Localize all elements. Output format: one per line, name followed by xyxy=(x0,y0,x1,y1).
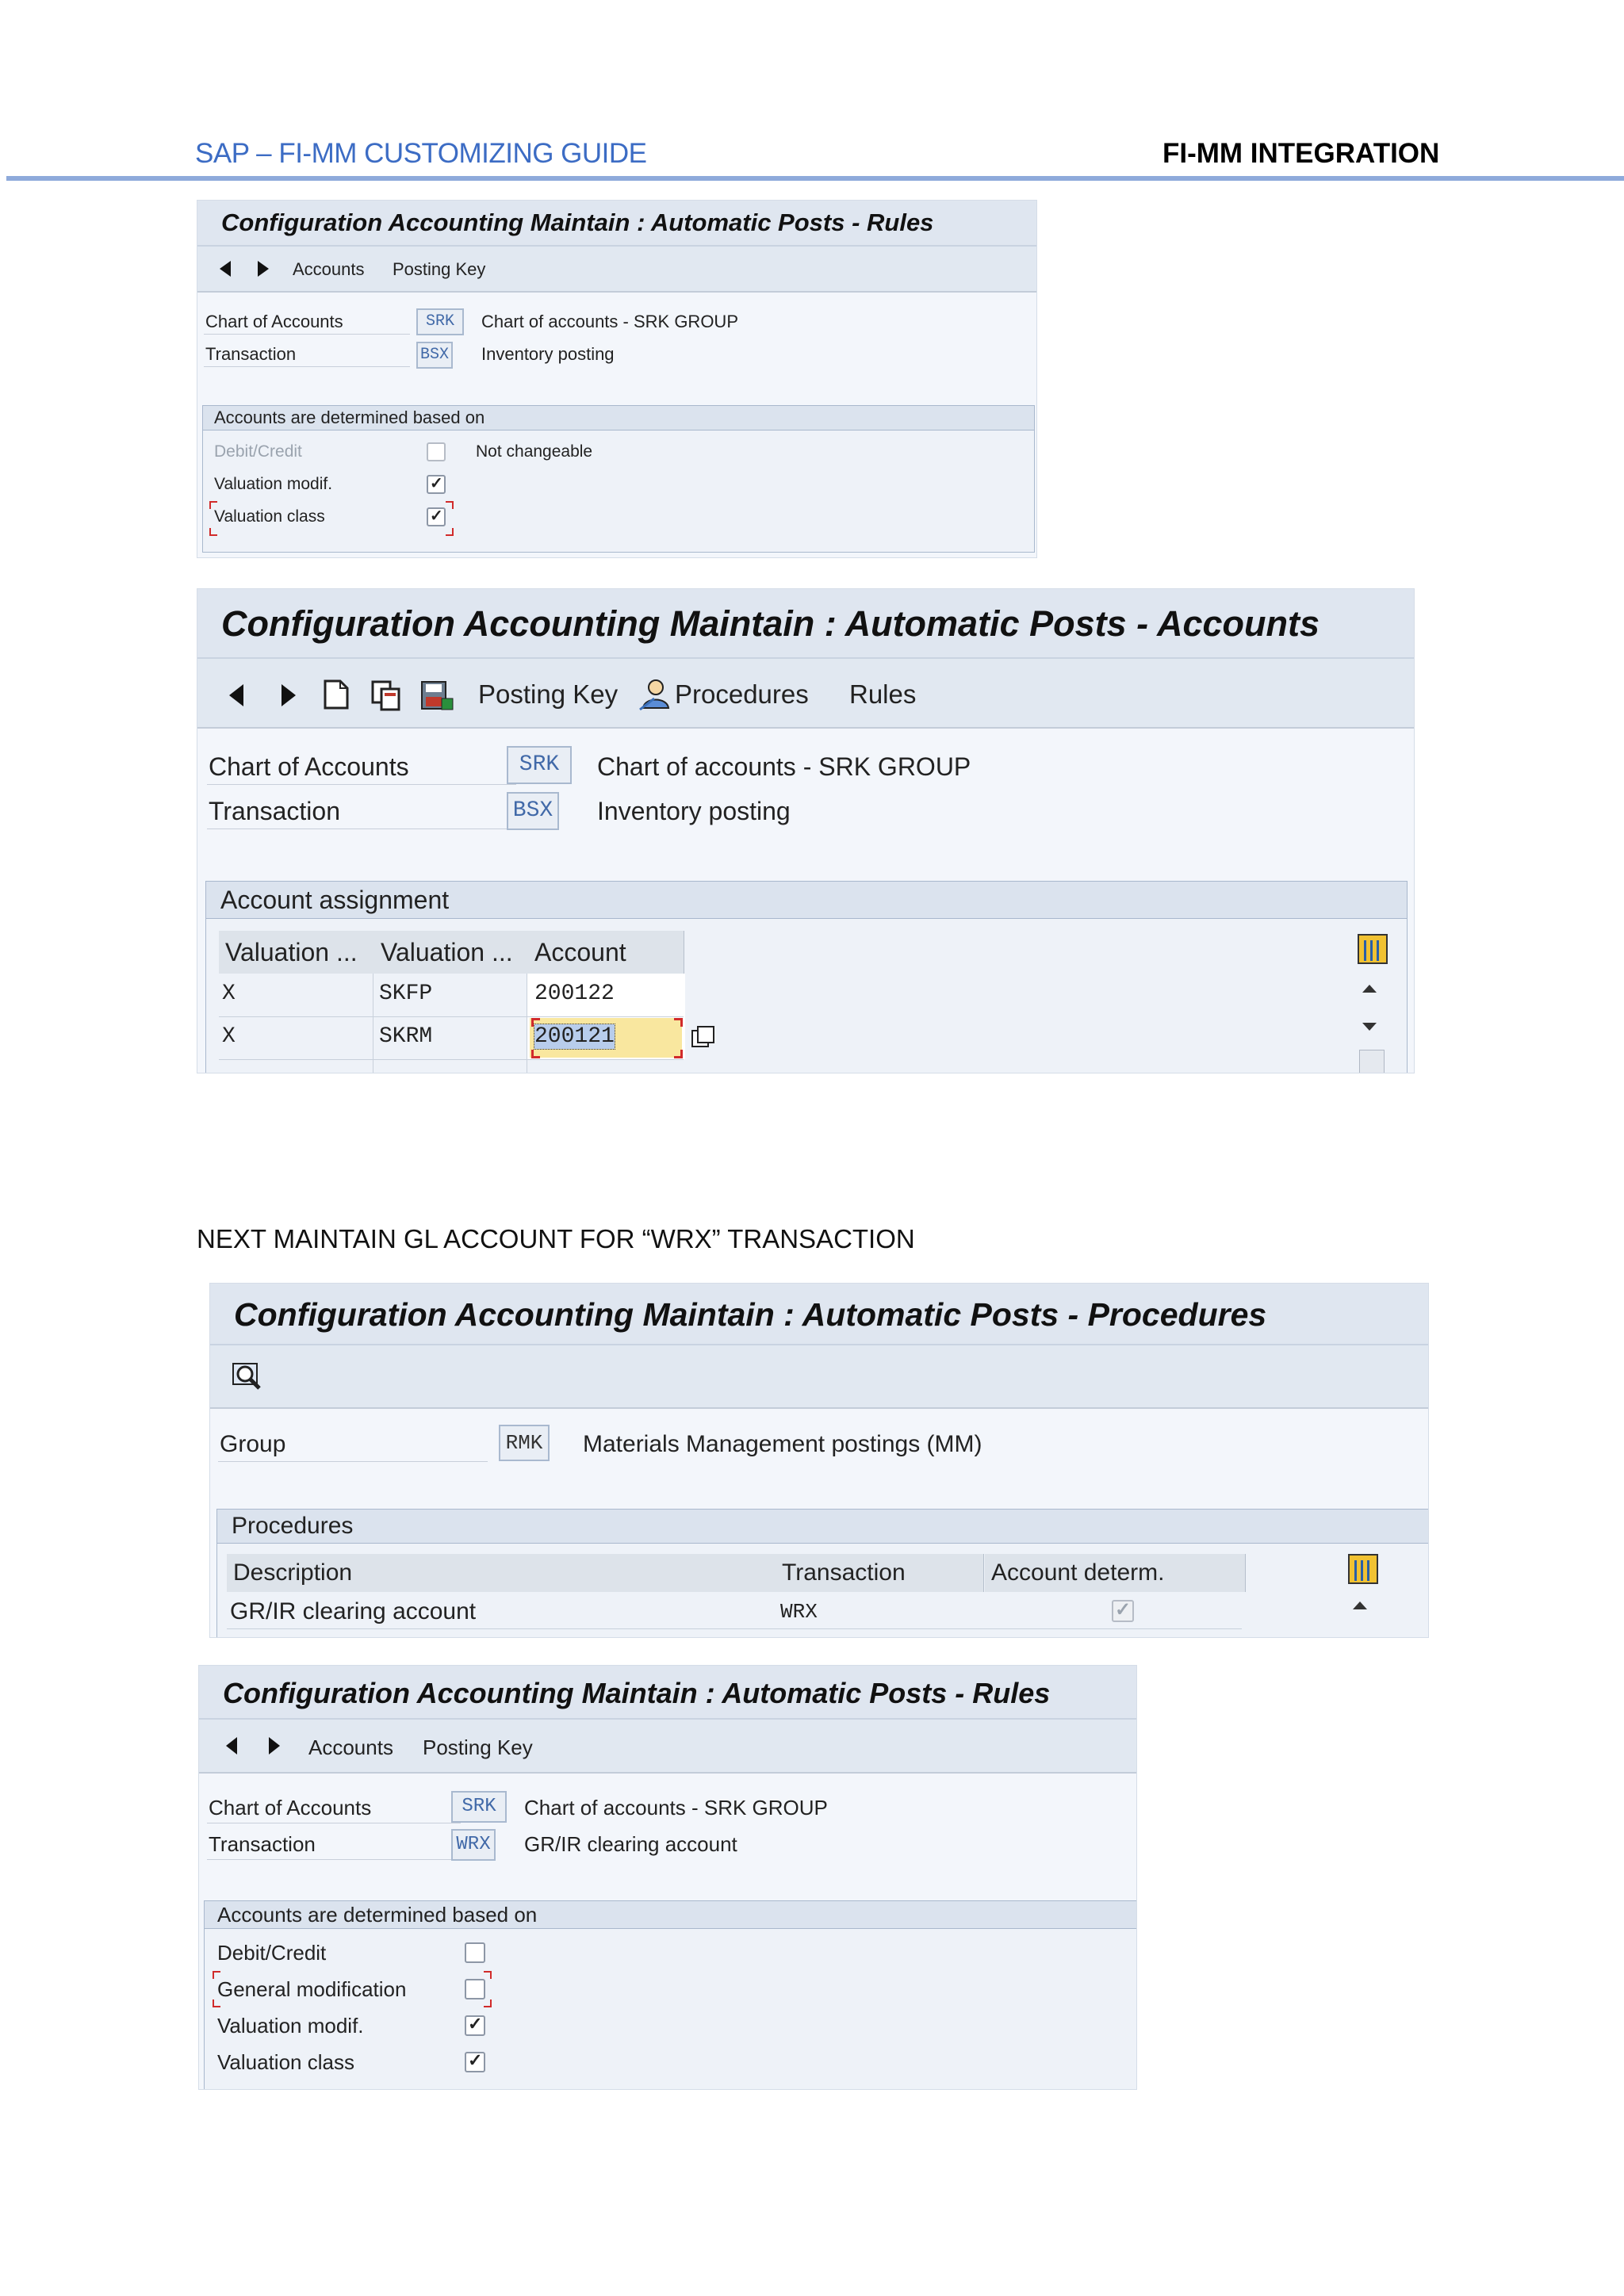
group-title: Accounts are determined based on xyxy=(205,1901,1137,1929)
table-cell[interactable]: SKRM xyxy=(379,1024,433,1049)
procedure-transaction-cell[interactable]: WRX xyxy=(780,1600,818,1624)
transaction-field[interactable]: BSX xyxy=(507,792,559,830)
group-label: Group xyxy=(220,1431,286,1457)
account-input-active[interactable]: 200121 xyxy=(534,1024,615,1049)
screen-title: Configuration Accounting Maintain : Automatic Posts - Rules xyxy=(223,1677,1051,1709)
table-cell[interactable]: SKFP xyxy=(379,982,433,1006)
valuation-modif-label: Valuation modif. xyxy=(214,475,333,493)
chart-of-accounts-description: Chart of accounts - SRK GROUP xyxy=(524,1796,828,1820)
valuation-modif-checkbox[interactable]: ✓ xyxy=(465,2015,485,2036)
rules-panel-wrx xyxy=(198,1665,1137,2090)
group-title: Procedures xyxy=(217,1510,1429,1544)
toolbar-accounts-button[interactable]: Accounts xyxy=(308,1735,393,1759)
focus-marker xyxy=(446,501,454,509)
label-underline xyxy=(204,334,410,335)
table-settings-icon[interactable] xyxy=(1358,934,1388,964)
next-arrow-icon[interactable] xyxy=(269,1737,280,1755)
column-header-account-determ[interactable]: Account determ. xyxy=(985,1554,1246,1592)
toolbar-posting-key-button[interactable]: Posting Key xyxy=(423,1735,533,1759)
valuation-class-label: Valuation class xyxy=(217,2050,354,2074)
previous-arrow-icon[interactable] xyxy=(229,684,243,706)
transaction-description: Inventory posting xyxy=(481,344,615,364)
table-cell[interactable]: 200122 xyxy=(534,982,615,1006)
chart-of-accounts-description: Chart of accounts - SRK GROUP xyxy=(597,752,971,781)
determination-group-box xyxy=(202,405,1035,553)
toolbar-posting-key-button[interactable]: Posting Key xyxy=(393,259,486,279)
focus-marker xyxy=(213,1999,220,2007)
valuation-class-label: Valuation class xyxy=(214,507,325,526)
next-arrow-icon[interactable] xyxy=(282,684,296,706)
table-cell[interactable]: X xyxy=(222,982,236,1006)
toolbar-posting-key-button[interactable]: Posting Key xyxy=(478,679,619,709)
toolbar-procedures-button[interactable]: Procedures xyxy=(675,679,809,709)
screen-title: Configuration Accounting Maintain : Automatic Posts - Rules xyxy=(221,209,934,236)
copy-icon[interactable] xyxy=(370,679,402,711)
toolbar-rules-button[interactable]: Rules xyxy=(849,679,917,709)
transaction-field[interactable]: WRX xyxy=(451,1829,496,1861)
chart-of-accounts-label: Chart of Accounts xyxy=(209,752,409,781)
title-bar xyxy=(199,1666,1136,1720)
procedures-group-box xyxy=(216,1509,1429,1638)
valuation-modif-label: Valuation modif. xyxy=(217,2014,364,2038)
previous-arrow-icon[interactable] xyxy=(226,1737,237,1755)
application-toolbar xyxy=(210,1345,1428,1409)
instruction-note: NEXT MAINTAIN GL ACCOUNT FOR “WRX” TRANSACTION xyxy=(197,1224,915,1253)
document-header-section: FI-MM INTEGRATION xyxy=(1162,138,1440,169)
debit-credit-checkbox xyxy=(427,442,446,461)
accounts-panel xyxy=(197,588,1415,1073)
table-cell[interactable]: X xyxy=(222,1024,236,1049)
label-underline xyxy=(204,366,410,367)
header-divider xyxy=(6,176,1624,181)
transaction-label: Transaction xyxy=(209,1832,316,1856)
chart-of-accounts-field[interactable]: SRK xyxy=(451,1791,507,1823)
new-entries-icon[interactable] xyxy=(323,679,350,710)
transaction-description: GR/IR clearing account xyxy=(524,1832,737,1856)
procedure-description-cell[interactable]: GR/IR clearing account xyxy=(230,1598,477,1624)
group-description: Materials Management postings (MM) xyxy=(583,1431,982,1457)
focus-marker xyxy=(213,1971,220,1979)
row-divider xyxy=(227,1628,1242,1629)
chart-of-accounts-description: Chart of accounts - SRK GROUP xyxy=(481,312,738,331)
toolbar-accounts-button[interactable]: Accounts xyxy=(293,259,365,279)
chart-of-accounts-field[interactable]: SRK xyxy=(507,746,572,784)
chart-of-accounts-label: Chart of Accounts xyxy=(209,1796,372,1820)
column-header-transaction[interactable]: Transaction xyxy=(776,1554,984,1592)
save-icon[interactable] xyxy=(419,679,454,711)
table-settings-icon[interactable] xyxy=(1348,1554,1378,1584)
scroll-up-icon[interactable] xyxy=(1353,1601,1367,1609)
column-header-description[interactable]: Description xyxy=(227,1554,779,1592)
application-toolbar xyxy=(197,659,1414,729)
group-title: Accounts are determined based on xyxy=(203,406,1034,430)
general-modification-label: General modification xyxy=(217,1977,407,2001)
focus-marker xyxy=(446,528,454,536)
focus-marker xyxy=(209,528,217,536)
screen-title: Configuration Accounting Maintain : Automatic Posts - Procedures xyxy=(234,1296,1267,1333)
focus-marker xyxy=(484,1971,492,1979)
valuation-class-checkbox[interactable]: ✓ xyxy=(465,2052,485,2072)
focus-marker xyxy=(531,1018,540,1027)
procedures-panel xyxy=(209,1283,1429,1638)
account-assignment-group-box xyxy=(205,881,1408,1073)
determination-group-box xyxy=(204,1900,1137,2090)
scrollbar-thumb[interactable] xyxy=(1359,1050,1385,1073)
next-arrow-icon[interactable] xyxy=(258,261,269,277)
title-bar xyxy=(210,1284,1428,1345)
title-bar xyxy=(197,589,1414,659)
row-divider xyxy=(219,1059,684,1060)
application-toolbar xyxy=(197,247,1036,293)
focus-marker xyxy=(674,1018,683,1027)
debit-credit-checkbox[interactable] xyxy=(465,1942,485,1963)
transaction-label: Transaction xyxy=(209,797,340,825)
account-determ-checkbox: ✓ xyxy=(1112,1600,1134,1622)
transaction-description: Inventory posting xyxy=(597,797,791,825)
valuation-modif-checkbox[interactable]: ✓ xyxy=(427,475,446,494)
label-underline xyxy=(207,1859,461,1860)
group-title: Account assignment xyxy=(206,882,1407,919)
column-header-account[interactable]: Account xyxy=(528,931,684,974)
column-header-valuation-modif[interactable]: Valuation ... xyxy=(219,931,375,974)
chart-of-accounts-field[interactable]: SRK xyxy=(416,308,464,335)
column-header-valuation-class[interactable]: Valuation ... xyxy=(374,931,529,974)
label-underline xyxy=(218,1461,488,1462)
screen-title: Configuration Accounting Maintain : Automatic Posts - Accounts xyxy=(221,603,1320,644)
display-change-icon[interactable] xyxy=(231,1360,264,1393)
previous-arrow-icon[interactable] xyxy=(220,261,231,277)
chart-of-accounts-label: Chart of Accounts xyxy=(205,312,343,331)
general-modification-checkbox[interactable] xyxy=(465,1979,485,1999)
valuation-class-checkbox[interactable]: ✓ xyxy=(427,507,446,526)
scroll-up-icon[interactable] xyxy=(1362,985,1377,993)
application-toolbar xyxy=(199,1720,1136,1774)
label-underline xyxy=(207,828,516,829)
title-bar xyxy=(197,201,1036,247)
scroll-down-icon[interactable] xyxy=(1362,1023,1377,1031)
debit-credit-label: Debit/Credit xyxy=(214,442,302,461)
focus-marker xyxy=(484,1999,492,2007)
row-divider xyxy=(219,1016,684,1017)
value-help-icon[interactable] xyxy=(690,1024,717,1051)
focus-marker xyxy=(674,1050,683,1058)
group-field[interactable]: RMK xyxy=(499,1425,550,1461)
rules-panel-bsx xyxy=(197,200,1037,558)
document-header-title: SAP – FI-MM CUSTOMIZING GUIDE xyxy=(195,138,647,169)
debit-credit-label: Debit/Credit xyxy=(217,1941,327,1965)
focus-marker xyxy=(209,501,217,509)
focus-marker xyxy=(531,1050,540,1058)
transaction-label: Transaction xyxy=(205,344,297,364)
label-underline xyxy=(207,784,516,785)
not-changeable-note: Not changeable xyxy=(476,442,593,461)
transaction-field[interactable]: BSX xyxy=(416,342,453,369)
procedures-icon[interactable] xyxy=(638,678,673,711)
